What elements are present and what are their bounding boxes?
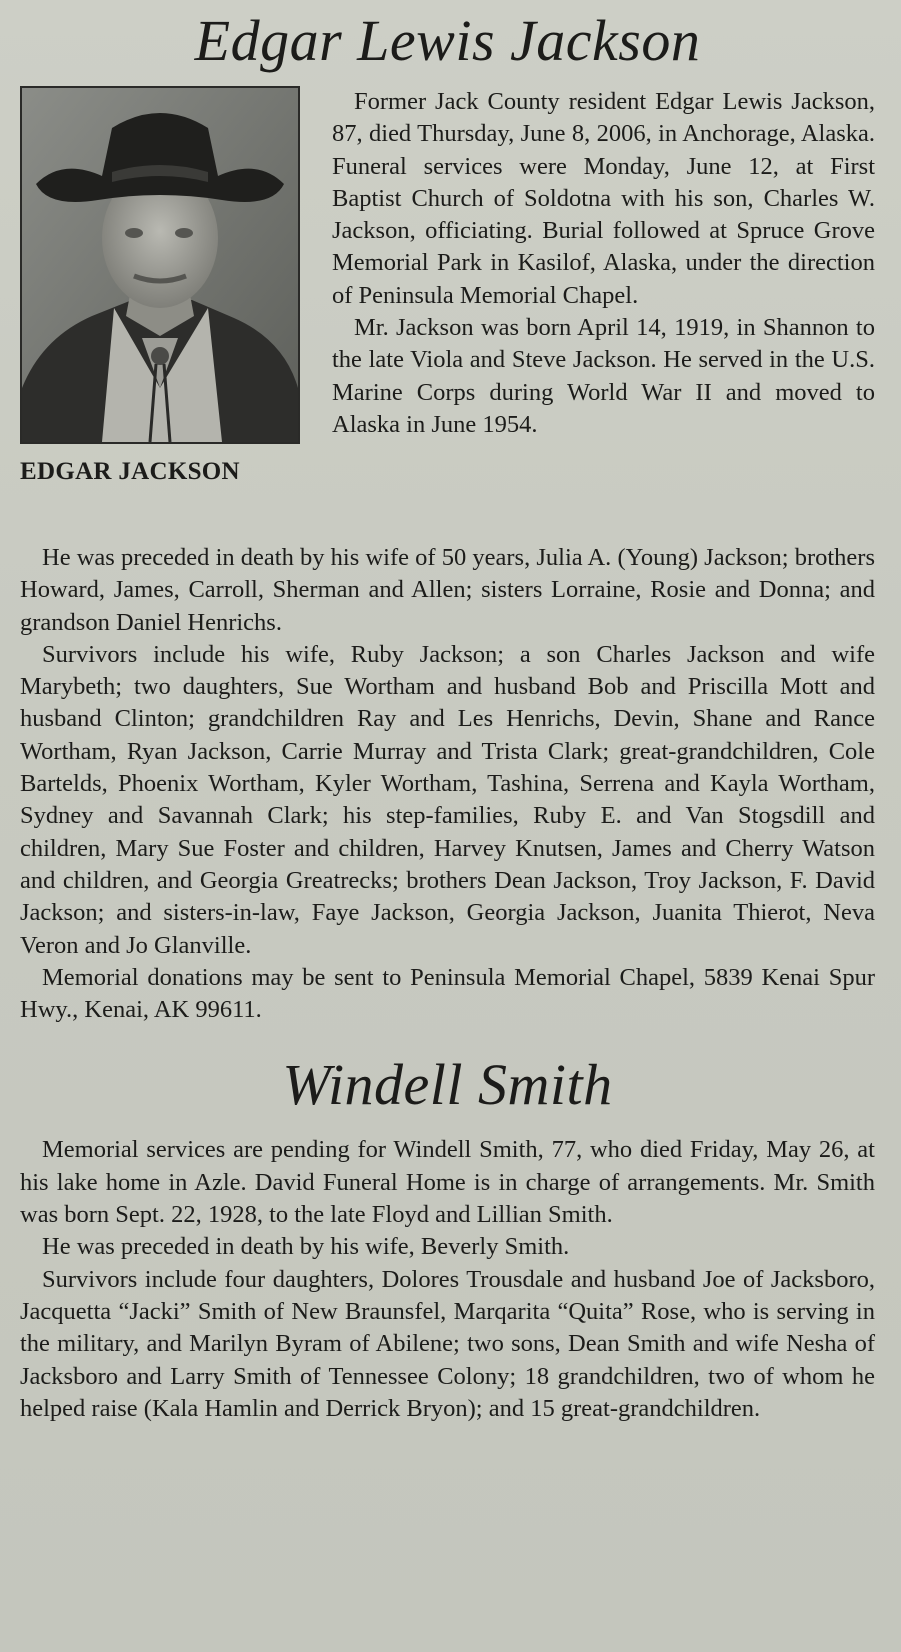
paragraph: Survivors include his wife, Ruby Jackson; a son Charles Jackson and wife Marybeth; two daughters, Sue Wortham and husband Bob and Priscilla Mott and husband Clinton; grandchildren Ray and Les Henrichs, Devin, Shane and Rance Wortham, Ryan Jackson, Carrie Murray and Trista Clark; great-grandchildren, Cole Bartelds, Phoenix Wortham, Kyler Wortham, Tashina, Serrena and Kayla Wortham, Sydney and Savannah Clark; his step-families, Ruby E. and Van Stogsdill and children, Mary Sue Foster and children, Harvey Knutsen, James and Cherry Watson and children, and Georgia Greatrecks; brothers Dean Jackson, Troy Jackson, F. David Jackson; and sisters-in-law, Faye Jackson, Georgia Jackson, Juanita Thierot, Neva Veron and Jo Glanville. [20,640,875,959]
jackson-top-section [20,86,875,528]
paragraph: Survivors include four daughters, Dolores Trousdale and husband Joe of Jacksboro, Jacquetta “Jacki” Smith of New Braunsfel, Marqarita “Quita” Rose, who is serving in the military, and Marilyn Byram of Abilene; two sons, Dean Smith and wife Nesha of Jacksboro and Larry Smith of Tennessee Colony; 18 grandchildren, two of whom he helped raise (Kala Hamlin and Derrick Bryon); and 15 great-grandchildren. [20,1265,875,1422]
paragraph: Former Jack County resident Edgar Lewis Jackson, 87, died Thursday, June 8, 2006, in Anchorage, Alaska. Funeral services were Monday, June 12, at First Baptist Church of Soldotna with his son, Charles W. Jackson, officiating. Burial followed at Spruce Grove Memorial Park in Kasilof, Alaska, under the direction of Peninsula Memorial Chapel. [332,88,875,309]
paragraph: He was preceded in death by his wife of 50 years, Julia A. (Young) Jackson; brothers Howard, James, Carroll, Sherman and Allen; sisters Lorraine, Rosie and Donna; and grandson Daniel Henrichs. [20,544,875,636]
jackson-side-text [332,86,875,441]
paragraph: He was preceded in death by his wife, Beverly Smith. [42,1233,570,1261]
photo-caption: EDGAR JACKSON [20,458,240,485]
paragraph: Mr. Jackson was born April 14, 1919, in Shannon to the late Viola and Steve Jackson. He served in the U.S. Marine Corps during World War II and moved to Alaska in June 1954. [332,314,875,438]
photo-column [20,86,302,486]
smith-text [20,1134,875,1425]
obituary-headline-smith: Windell Smith [282,1052,613,1118]
portrait-image [22,88,298,442]
paragraph: Memorial donations may be sent to Peninsula Memorial Chapel, 5839 Kenai Spur Hwy., Kenai, AK 99611. [20,963,875,1024]
obituary-headline-jackson: Edgar Lewis Jackson [194,8,701,73]
paragraph: Memorial services are pending for Windell Smith, 77, who died Friday, May 26, at his lake home in Azle. David Funeral Home is in charge of arrangements. Mr. Smith was born Sept. 22, 1928, to the late Floyd and Lillian Smith. [20,1136,875,1229]
portrait-photo [20,86,300,444]
jackson-full-width-text [20,542,875,1026]
